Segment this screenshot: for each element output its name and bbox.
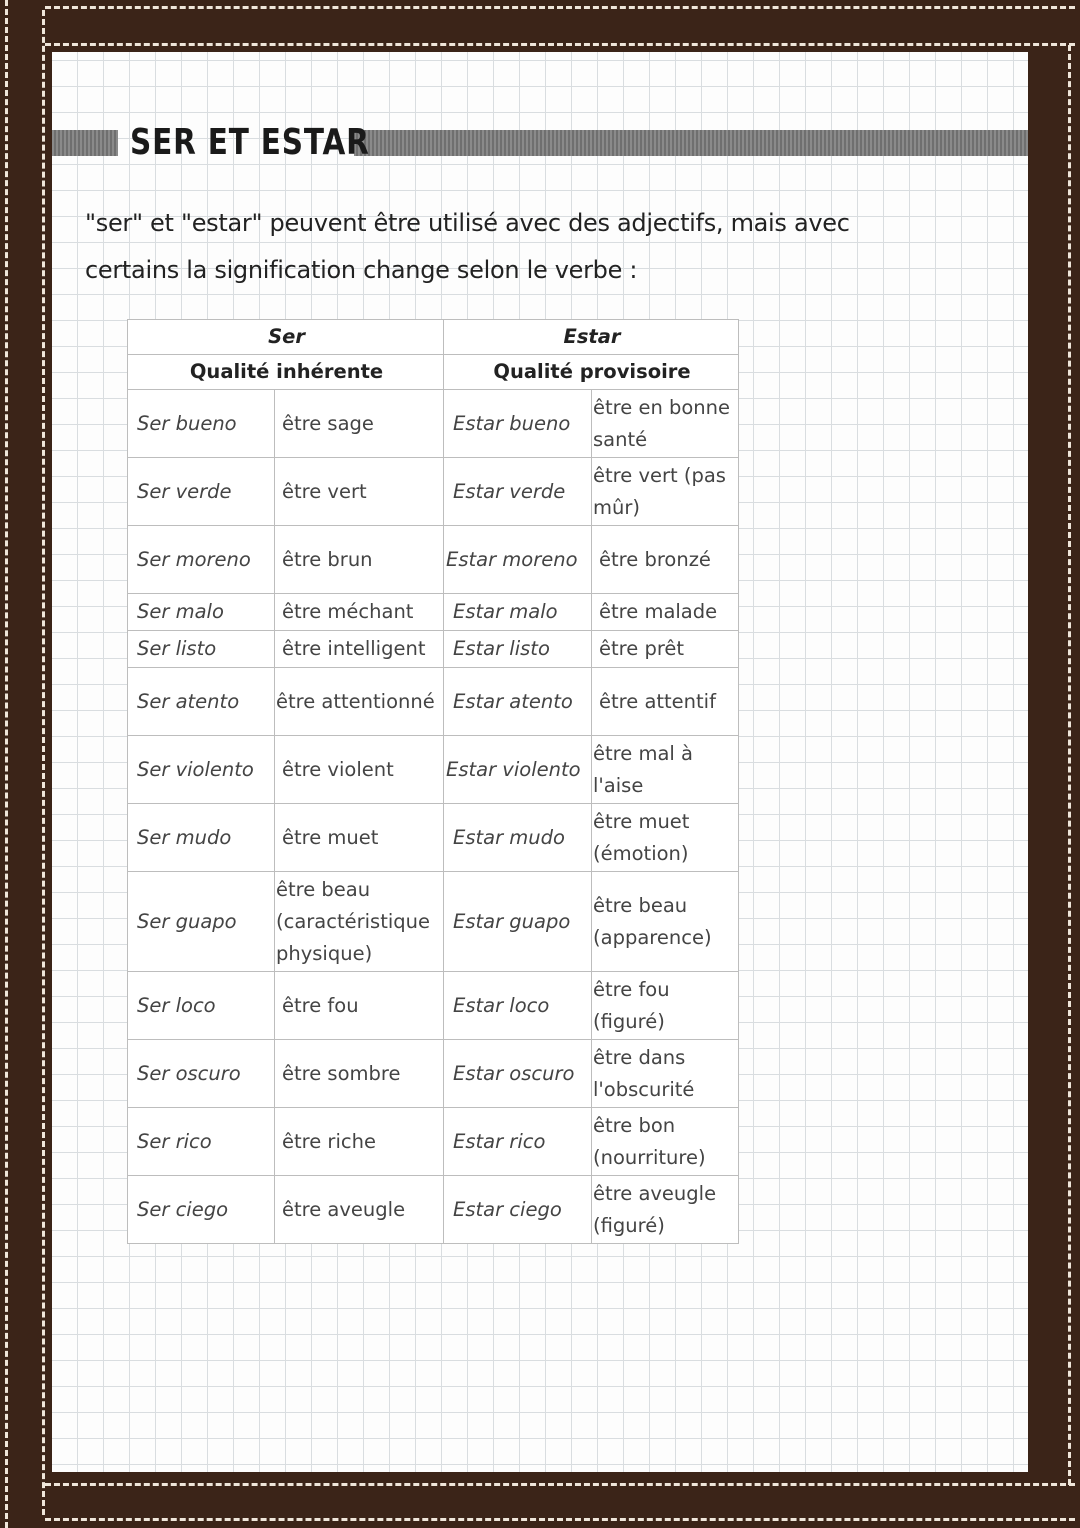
cell-estar: Estar mudo [444,804,592,872]
cell-ser: Ser rico [128,1108,275,1176]
cell-ser-meaning: être aveugle [275,1176,444,1244]
intro-line-1: "ser" et "estar" peuvent être utilisé avec des adjectifs, mais avec [85,209,850,237]
header-ser-quality: Qualité inhérente [128,355,444,390]
cell-ser: Ser ciego [128,1176,275,1244]
table-row [128,631,739,668]
intro-line-2: certains la signification change selon le verbe : [85,256,638,284]
table-row [128,736,739,804]
cell-estar: Estar listo [444,631,592,668]
cell-ser-meaning: être attentionné [275,668,444,736]
cell-estar-meaning: être beau (apparence) [592,872,739,972]
cell-ser-meaning: être muet [275,804,444,872]
cell-estar: Estar oscuro [444,1040,592,1108]
cell-ser-meaning: être sage [275,390,444,458]
cell-estar-meaning: être muet (émotion) [592,804,739,872]
cell-ser: Ser malo [128,594,275,631]
cell-estar: Estar loco [444,972,592,1040]
title-bar-left [52,130,118,156]
cell-estar-meaning: être dans l'obscurité [592,1040,739,1108]
table-row [128,594,739,631]
header-estar-quality: Qualité provisoire [444,355,739,390]
cell-ser: Ser moreno [128,526,275,594]
cell-ser-meaning: être riche [275,1108,444,1176]
table-row [128,1040,739,1108]
cell-estar-meaning: être mal à l'aise [592,736,739,804]
cell-estar: Estar verde [444,458,592,526]
cell-estar: Estar malo [444,594,592,631]
cell-ser-meaning: être méchant [275,594,444,631]
cell-estar: Estar moreno [444,526,592,594]
cell-estar: Estar violento [444,736,592,804]
table-row [128,458,739,526]
header-estar: Estar [444,320,739,355]
title-bar-right [354,130,1028,156]
cell-estar-meaning: être bon (nourriture) [592,1108,739,1176]
cell-ser-meaning: être fou [275,972,444,1040]
cell-ser: Ser oscuro [128,1040,275,1108]
cell-ser: Ser bueno [128,390,275,458]
cell-estar-meaning: être aveugle (figuré) [592,1176,739,1244]
cell-ser: Ser mudo [128,804,275,872]
cell-estar: Estar bueno [444,390,592,458]
cell-ser: Ser listo [128,631,275,668]
table-row [128,390,739,458]
table-row [128,972,739,1040]
cell-ser-meaning: être brun [275,526,444,594]
cell-ser-meaning: être intelligent [275,631,444,668]
cell-estar: Estar ciego [444,1176,592,1244]
header-ser: Ser [128,320,444,355]
cell-ser: Ser verde [128,458,275,526]
cell-estar-meaning: être prêt [592,631,739,668]
table-row [128,526,739,594]
cell-ser: Ser guapo [128,872,275,972]
table-row [128,668,739,736]
cell-ser: Ser atento [128,668,275,736]
cell-estar-meaning: être malade [592,594,739,631]
table-row [128,872,739,972]
table-subheader-row [128,355,739,390]
intro-paragraph [85,200,965,294]
cell-ser-meaning: être violent [275,736,444,804]
cell-ser: Ser loco [128,972,275,1040]
cell-ser-meaning: être sombre [275,1040,444,1108]
cell-ser: Ser violento [128,736,275,804]
cell-estar-meaning: être attentif [592,668,739,736]
cell-ser-meaning: être vert [275,458,444,526]
table-row [128,1176,739,1244]
cell-estar-meaning: être bronzé [592,526,739,594]
cell-estar: Estar rico [444,1108,592,1176]
cell-estar-meaning: être vert (pas mûr) [592,458,739,526]
table-header-row [128,320,739,355]
page-title: SER ET ESTAR [130,122,370,163]
table-row [128,1108,739,1176]
cell-estar: Estar guapo [444,872,592,972]
cell-estar-meaning: être fou (figuré) [592,972,739,1040]
cell-estar: Estar atento [444,668,592,736]
table-row [128,804,739,872]
cell-estar-meaning: être en bonne santé [592,390,739,458]
cell-ser-meaning: être beau (caractéristique physique) [275,872,444,972]
ser-estar-table [127,319,739,1244]
